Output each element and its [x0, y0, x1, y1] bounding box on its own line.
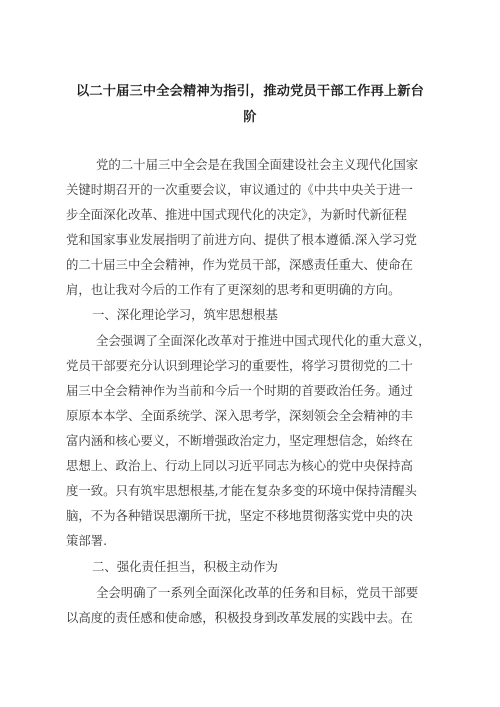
intro-line: 关键时期召开的一次重要会议，审议通过的《中共中央关于进一: [66, 182, 413, 197]
section-1-line: 届三中全会精神作为当前和今后一个时期的首要政治任务。通过: [66, 383, 413, 398]
section-1-line: 原原本本学、全面系统学、深入思考学，深刻领会全会精神的丰: [66, 408, 413, 423]
section-2-line: 全会明确了一系列全面深化改革的任务和目标，党员干部要: [96, 585, 419, 600]
section-1-line: 度一致。只有筑牢思想根基,才能在复杂多变的环境中保持清醒头: [66, 483, 417, 498]
document-title-line-1: 以二十届三中全会精神为指引，推动党员干部工作再上新台: [75, 84, 425, 99]
section-1-line: 思想上、政治上、行动上同以习近平同志为核心的党中央保持高: [66, 458, 413, 473]
section-1-line: 全会强调了全面深化改革对于推进中国式现代化的重大意义，: [96, 333, 431, 348]
section-2-heading: 二、强化责任担当，积极主动作为: [92, 559, 278, 574]
section-1-line: 策部署.: [66, 533, 108, 548]
intro-line: 党和国家事业发展指明了前进方向、提供了根本遵循.深入学习党: [66, 232, 417, 247]
intro-line: 肩，也让我对今后的工作有了更深刻的思考和更明确的方向。: [66, 282, 401, 297]
section-1-line: 脑，不为各种错误思潮所干扰，坚定不移地贯彻落实党中央的决: [66, 508, 413, 523]
intro-line: 步全面深化改革、推进中国式现代化的决定》，为新时代新征程: [66, 207, 407, 222]
intro-line: 党的二十届三中全会是在我国全面建设社会主义现代化国家: [96, 157, 419, 172]
intro-line: 的二十届三中全会精神，作为党员干部，深感责任重大、使命在: [66, 257, 413, 272]
document-title-line-2: 阶: [243, 110, 257, 125]
section-1-heading: 一、深化理论学习，筑牢思想根基: [92, 307, 278, 322]
section-1-line: 富内涵和核心要义，不断增强政治定力，坚定理想信念，始终在: [66, 433, 413, 448]
section-2-line: 以高度的责任感和使命感，积极投身到改革发展的实践中去。在: [66, 610, 413, 625]
section-1-line: 党员干部要充分认识到理论学习的重要性，将学习贯彻党的二十: [66, 358, 413, 373]
